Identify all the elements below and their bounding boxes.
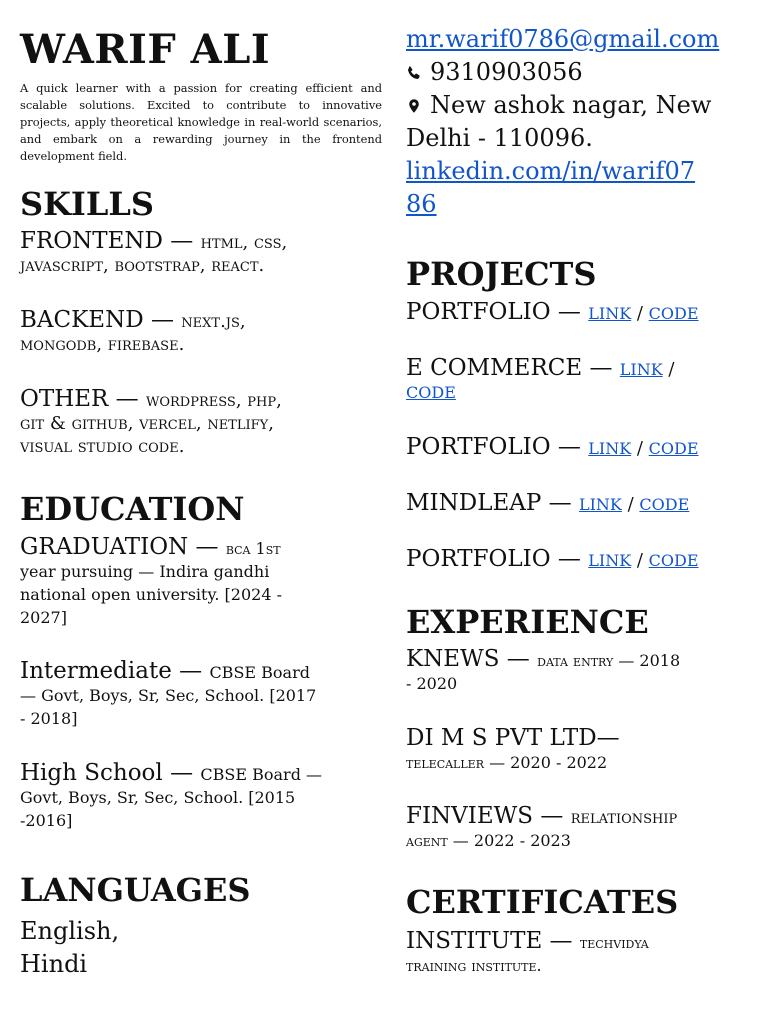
experience-knews-head: KNEWS — [406,646,538,672]
languages-list [20,915,119,981]
skills-heading: SKILLS [20,185,154,223]
project-name: PORTFOLIO — [406,299,589,325]
project-name: MINDLEAP — [406,490,579,516]
education-high-school-sub: CBSE Board — [200,765,323,784]
education-graduation-sub: bca 1st [225,539,281,558]
project-live-link[interactable]: LINK [578,495,622,514]
project-link-separator: / [662,359,675,380]
project-item [406,357,674,404]
project-code-link[interactable]: CODE [648,551,699,570]
experience-heading: EXPERIENCE [406,603,649,641]
project-code-link[interactable]: CODE [406,383,456,402]
skills-frontend-list-2: javascript, bootstrap, react. [20,255,265,276]
project-live-link[interactable]: LINK [588,551,632,570]
education-graduation-line2: year pursuing — Indira gandhi [20,562,270,581]
project-link-separator: / [621,494,640,515]
education-graduation-head: GRADUATION — [20,534,226,560]
experience-knews [406,648,680,695]
linkedin-link[interactable] [406,157,695,218]
skills-backend-list-2: mongodb, firebase. [20,334,185,355]
education-intermediate-line3: - 2018] [20,709,78,728]
education-heading: EDUCATION [20,490,245,528]
phone-icon [406,65,422,81]
skills-other-head: OTHER — [20,386,146,412]
candidate-name: WARIF ALI [20,26,271,73]
email-link[interactable]: mr.warif0786@gmail.com [406,25,720,53]
project-live-link[interactable]: LINK [588,304,632,323]
education-intermediate [20,660,316,730]
project-link-separator: / [631,303,649,324]
project-item [406,436,699,460]
email-line [406,23,719,56]
summary-text: A quick learner with a passion for creating efficient and scalable solutions. Excited to contribute to innovative projects, apply theoretical knowledge in real-world scenarios, and embark on a rewarding journey in the frontend development field. [20,81,382,163]
experience-finviews [406,805,677,852]
project-link-separator: / [631,550,649,571]
certificate-provider: techvidya [579,933,649,952]
project-live-link[interactable]: LINK [588,439,632,458]
address-line [406,89,711,155]
education-graduation-line3: national open university. [2024 - [20,585,282,604]
phone-line [406,56,583,89]
phone-number: 9310903056 [430,58,583,86]
education-high-school-line3: -2016] [20,811,73,830]
experience-finviews-role: relationship [570,807,678,828]
education-intermediate-head: Intermediate — [20,658,210,684]
linkedin-text-1: linkedin.com/in/warif07 [406,157,696,185]
skills-other-list: wordpress, php, [145,390,282,411]
project-code-link[interactable]: CODE [639,495,690,514]
project-name: E COMMERCE — [406,355,620,381]
skills-other-list-2: git & github, vercel, netlify, [20,413,274,434]
education-graduation-line4: 2027] [20,608,67,627]
education-high-school [20,762,322,832]
address-line-2: Delhi - 110096. [406,124,593,152]
education-high-school-head: High School — [20,760,201,786]
language-hindi: Hindi [20,950,88,978]
project-link-separator: / [631,438,649,459]
project-code-link[interactable]: CODE [648,439,699,458]
project-item [406,548,699,572]
education-intermediate-line2: — Govt, Boys, Sr, Sec, School. [2017 [20,686,317,705]
location-pin-icon [406,98,422,114]
project-item [406,301,699,325]
skills-frontend [20,230,287,277]
experience-knews-role: data entry — 2018 [537,651,681,670]
skills-backend [20,309,246,356]
skills-backend-head: BACKEND — [20,307,182,333]
skills-backend-list: next.js, [181,311,246,332]
projects-heading: PROJECTS [406,255,597,293]
skills-other-list-3: visual studio code. [20,436,185,457]
certificate-item [406,930,649,977]
linkedin-text-2: 86 [406,190,437,218]
project-name: PORTFOLIO — [406,546,589,572]
experience-knews-dates: - 2020 [406,674,458,693]
experience-finviews-dates: agent — 2022 - 2023 [406,831,571,850]
skills-frontend-head: FRONTEND — [20,228,201,254]
experience-dims-role: telecaller — 2020 - 2022 [406,753,608,772]
project-name: PORTFOLIO — [406,434,589,460]
experience-dims [406,727,620,774]
skills-other [20,388,282,458]
experience-dims-head: DI M S PVT LTD— [406,725,620,751]
certificates-heading: CERTIFICATES [406,883,679,921]
skills-frontend-list: html, css, [200,232,288,253]
linkedin-line [406,155,695,221]
project-live-link[interactable]: LINK [619,360,663,379]
education-high-school-line2: Govt, Boys, Sr, Sec, School. [2015 [20,788,296,807]
project-item [406,492,689,516]
experience-finviews-head: FINVIEWS — [406,803,571,829]
language-english: English, [20,917,120,945]
project-code-link[interactable]: CODE [648,304,699,323]
languages-heading: LANGUAGES [20,871,251,909]
certificate-head: INSTITUTE — [406,928,580,954]
certificate-provider-2: training institute. [406,956,542,975]
education-graduation [20,536,282,629]
education-intermediate-sub: CBSE Board [209,663,310,682]
address-line-1: New ashok nagar, New [430,91,712,119]
